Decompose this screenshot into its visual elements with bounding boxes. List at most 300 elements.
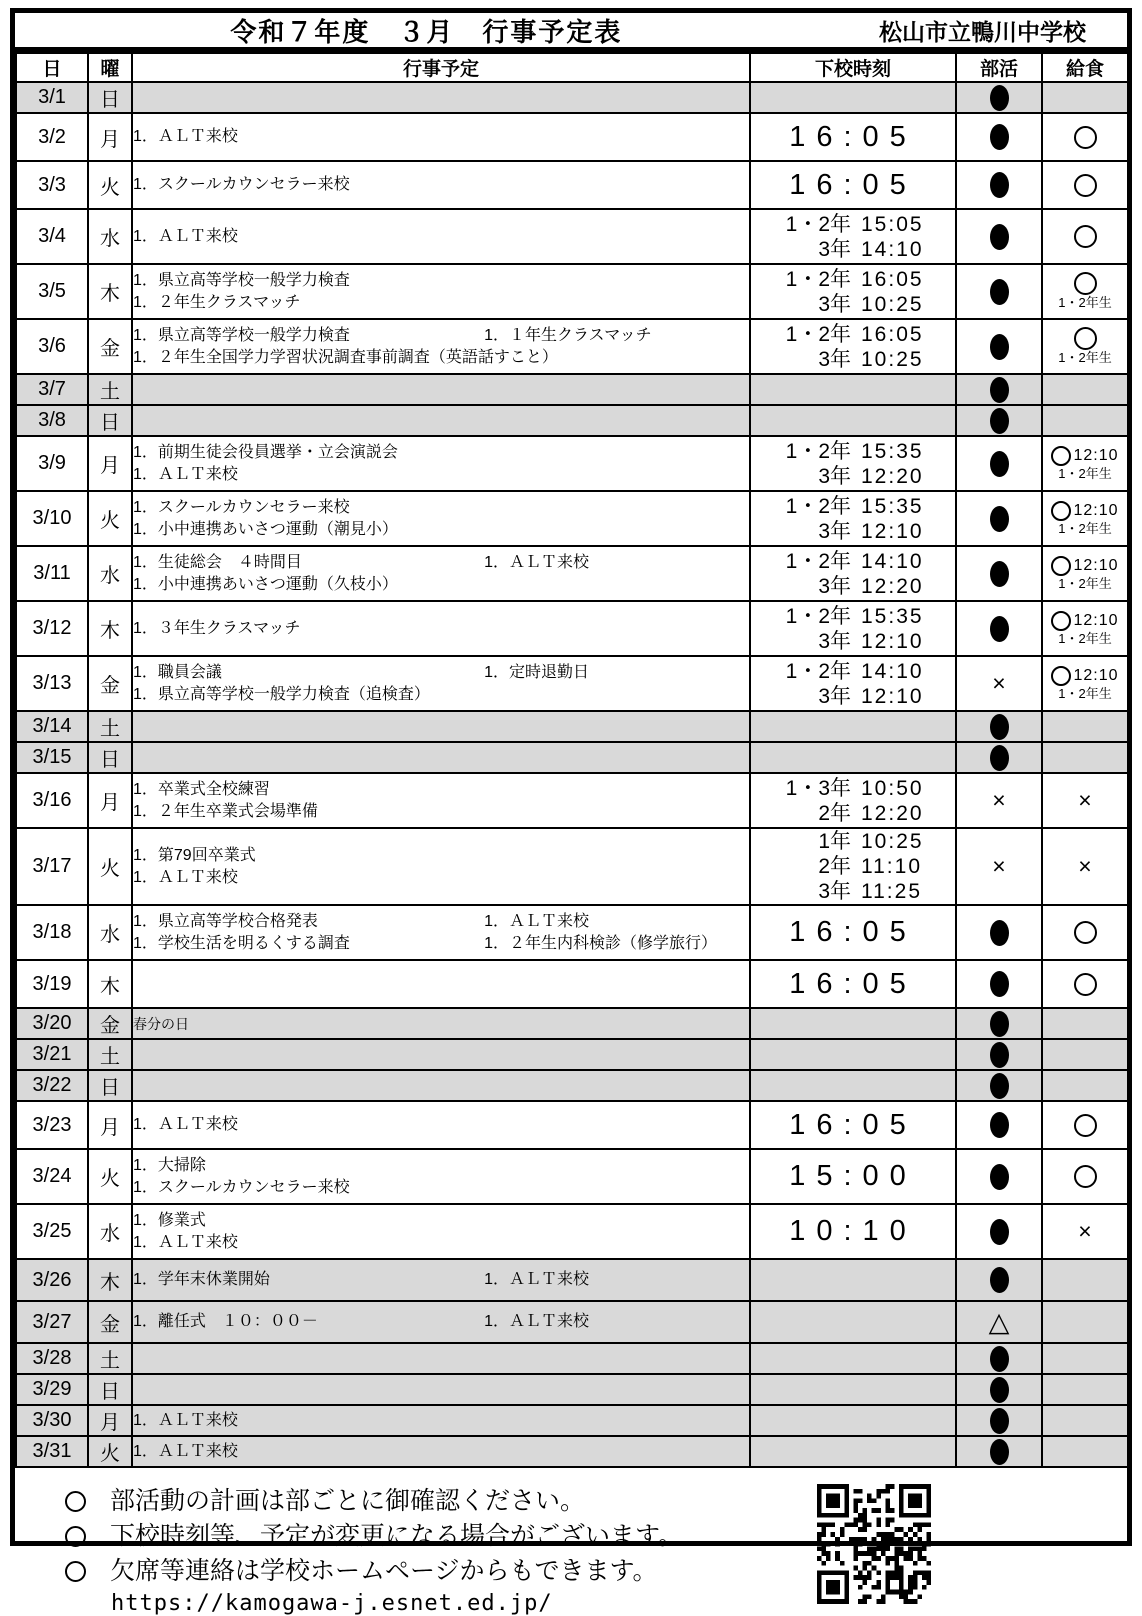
dismissal-time: 15:00 [789,1160,917,1192]
footer-note-line [65,1519,817,1554]
circle-bullet-icon [65,1491,86,1512]
events-cell [132,1039,750,1070]
events-cell [132,82,750,113]
dismissal-line [751,237,939,262]
events-cell [132,161,750,209]
club-cell [956,828,1042,905]
club-filled-dot-icon [990,1219,1009,1245]
dismissal-line [751,659,939,684]
dismissal-cell [750,742,956,773]
dismissal-lines [751,267,955,317]
table-row [16,82,1128,113]
dow-cell: 土 [88,1343,132,1374]
club-cell [956,960,1042,1008]
dow-cell: 木 [88,264,132,319]
dismissal-cell [750,1008,956,1039]
dismissal-cell [750,491,956,546]
club-filled-dot-icon [990,172,1009,198]
date-cell: 3/26 [16,1259,88,1301]
lunch-cell [1042,1070,1128,1101]
lunch-time: 12:10 [1073,556,1119,574]
event-text-right: 1．ＡＬＴ来校 [484,1313,590,1330]
dismissal-line [751,604,939,629]
event-text: 1．卒業式全校練習 [133,780,270,798]
lunch-cell [1042,1436,1128,1467]
dismissal-grade: 1・2年 [785,439,851,463]
dismissal-cell [750,161,956,209]
lunch-cell [1042,374,1128,405]
dismissal-cell [750,374,956,405]
lunch-cell [1042,1008,1128,1039]
lunch-cell [1042,209,1128,264]
dismissal-line [751,854,939,879]
lunch-cell [1042,828,1128,905]
dow-cell: 日 [88,1374,132,1405]
dismissal-cell [750,1039,956,1070]
table-row [16,656,1128,711]
club-cell [956,742,1042,773]
club-x-icon: × [992,852,1006,879]
club-cell [956,1070,1042,1101]
lunch-cell [1042,264,1128,319]
club-cell [956,1259,1042,1301]
date-cell: 3/5 [16,264,88,319]
schedule-page [10,8,1132,1616]
dismissal-cell [750,1301,956,1343]
club-filled-dot-icon [990,1377,1009,1403]
lunch-circle-icon [1051,556,1071,576]
events-cell [132,1008,750,1039]
event-line [133,325,749,347]
club-cell [956,82,1042,113]
event-line [133,552,749,574]
event-line [133,1114,749,1136]
dismissal-grade: 3年 [818,629,851,653]
dismissal-cell [750,1149,956,1204]
events-cell [132,1149,750,1204]
dismissal-time: 15:35 [861,494,924,518]
dow-cell: 日 [88,1070,132,1101]
dow-cell: 水 [88,905,132,960]
lunch-circle-icon [1051,611,1071,631]
events-cell [132,209,750,264]
lunch-cell [1042,1301,1128,1343]
event-text: 1．小中連携あいさつ運動（潮見小） [133,520,398,538]
dow-cell: 水 [88,546,132,601]
school-name: 松山市立鴨川中学校 [878,18,1086,45]
event-text-right: 1．ＡＬＴ来校 [484,912,590,930]
club-cell [956,1008,1042,1039]
dismissal-grade: 2年 [818,855,851,878]
lunch-cell [1042,82,1128,113]
dismissal-cell [750,711,956,742]
dismissal-time: 16:05 [861,267,924,291]
table-row [16,1204,1128,1259]
lunch-time: 12:10 [1073,611,1119,629]
event-line [133,911,749,933]
date-cell: 3/15 [16,742,88,773]
dismissal-grade: 1・2年 [785,549,851,573]
dismissal-line [751,801,939,826]
event-text: 1．ＡＬＴ来校 [133,227,238,245]
dismissal-line [751,879,939,904]
club-filled-dot-icon [990,506,1009,532]
dow-cell: 日 [88,405,132,436]
event-line [133,1441,749,1463]
lunch-circle-icon [1074,272,1097,295]
club-filled-dot-icon [990,1073,1009,1099]
lunch-cell [1042,1101,1128,1149]
event-text-right: 1．ＡＬＴ来校 [484,1271,590,1288]
table-row [16,374,1128,405]
date-cell: 3/17 [16,828,88,905]
lunch-note: 1・2年生 [1058,630,1112,646]
dow-cell: 火 [88,1149,132,1204]
dismissal-line [751,464,939,489]
dismissal-cell [750,1374,956,1405]
events-cell [132,1204,750,1259]
events-cell [132,1374,750,1405]
dismissal-time: 16:05 [789,168,917,201]
footer-note-text: 部活動の計画は部ごとに御確認ください。 [110,1487,586,1515]
lunch-circle-icon [1074,973,1097,996]
lunch-cell [1042,161,1128,209]
lunch-cell [1042,436,1128,491]
date-cell: 3/2 [16,113,88,161]
dow-cell: 水 [88,209,132,264]
event-line [133,867,749,889]
table-row [16,1070,1128,1101]
event-text: 1．生徒総会 ４時間目 [133,553,302,571]
table-row [16,960,1128,1008]
event-line [133,464,749,486]
lunch-cell [1042,546,1128,601]
dismissal-grade: 1年 [818,830,851,853]
lunch-symbol [1043,327,1127,350]
table-row [16,601,1128,656]
event-text: 1．ＡＬＴ来校 [133,1411,238,1429]
lunch-cell [1042,711,1128,742]
lunch-time: 12:10 [1073,446,1119,464]
dismissal-time: 10:25 [861,292,924,316]
club-filled-dot-icon [990,1112,1009,1138]
date-cell: 3/27 [16,1301,88,1343]
event-line [133,845,749,867]
dismissal-lines [751,659,955,709]
club-filled-dot-icon [990,377,1009,403]
event-line [133,270,749,292]
event-text: 1．ＡＬＴ来校 [133,1116,238,1133]
table-row [16,828,1128,905]
dismissal-time: 12:20 [861,801,924,825]
events-cell [132,319,750,374]
club-filled-dot-icon [990,1164,1009,1190]
club-cell [956,1204,1042,1259]
lunch-circle-icon [1074,921,1097,944]
event-line [133,801,749,823]
events-cell [132,905,750,960]
date-cell: 3/13 [16,656,88,711]
lunch-x-icon: × [1078,852,1092,879]
lunch-cell [1042,1343,1128,1374]
table-row [16,742,1128,773]
dismissal-time: 16:05 [789,120,917,153]
date-cell: 3/4 [16,209,88,264]
event-text-right: 1．１年生クラスマッチ [484,326,652,344]
lunch-cell [1042,319,1128,374]
lunch-circle-icon [1051,666,1071,686]
event-text: 1．県立高等学校一般学力検査（追検査） [133,685,430,703]
dismissal-cell [750,405,956,436]
event-text: 1．職員会議 [133,663,222,681]
event-text: 1．第79回卒業式 [133,846,256,864]
dow-cell: 火 [88,1436,132,1467]
date-cell: 3/19 [16,960,88,1008]
lunch-note: 1・2年生 [1058,520,1112,536]
lunch-note: 1・2年生 [1058,685,1112,701]
table-row [16,905,1128,960]
dow-cell: 木 [88,601,132,656]
dismissal-cell [750,773,956,828]
date-cell: 3/8 [16,405,88,436]
lunch-note: 1・2年生 [1058,350,1112,365]
dismissal-line [751,267,939,292]
header-row [16,53,1128,82]
club-filled-dot-icon [990,971,1009,997]
lunch-symbol-time [1043,556,1127,576]
events-cell [132,1101,750,1149]
date-cell: 3/1 [16,82,88,113]
date-cell: 3/28 [16,1343,88,1374]
dismissal-time: 10:50 [861,776,924,800]
dismissal-time: 16:05 [861,322,924,346]
dismissal-grade: 2年 [818,801,851,825]
event-text: 1．スクールカウンセラー来校 [133,498,350,516]
dismissal-time: 11:25 [861,880,922,903]
table-row [16,546,1128,601]
events-cell [132,546,750,601]
dismissal-time: 14:10 [861,237,924,261]
dismissal-cell [750,113,956,161]
event-line [133,226,749,248]
club-cell [956,1039,1042,1070]
lunch-symbol-time [1043,611,1127,631]
date-cell: 3/12 [16,601,88,656]
table-row [16,1436,1128,1467]
event-line [133,174,749,196]
club-cell [956,374,1042,405]
club-cell [956,711,1042,742]
dismissal-cell [750,601,956,656]
dismissal-cell [750,436,956,491]
school-url: https://kamogawa-j.esnet.ed.jp/ [111,1591,553,1616]
dismissal-time: 12:10 [861,629,924,653]
dismissal-grade: 1・2年 [785,604,851,628]
dismissal-grade: 3年 [818,464,851,488]
club-filled-dot-icon [990,85,1009,111]
lunch-cell [1042,960,1128,1008]
date-cell: 3/24 [16,1149,88,1204]
event-line [133,1210,749,1232]
event-text-right: 1．２年生内科検診（修学旅行） [484,934,718,952]
table-row [16,1343,1128,1374]
date-cell: 3/11 [16,546,88,601]
event-line [133,1177,749,1199]
event-line [133,292,749,314]
table-row [16,1374,1128,1405]
club-filled-dot-icon [990,334,1009,360]
event-text: 1．２年生卒業式会場準備 [133,802,318,820]
event-line [133,1269,749,1291]
table-row [16,773,1128,828]
dismissal-time: 14:10 [861,549,924,573]
dismissal-line [751,574,939,599]
dismissal-cell [750,1070,956,1101]
dismissal-grade: 1・2年 [785,322,851,346]
dismissal-cell [750,656,956,711]
dow-cell: 金 [88,656,132,711]
table-header [16,53,1128,82]
lunch-cell [1042,491,1128,546]
dismissal-cell [750,905,956,960]
dismissal-time: 15:05 [861,212,924,236]
event-text: 1．県立高等学校一般学力検査 [133,326,350,344]
dismissal-grade: 1・2年 [785,267,851,291]
dismissal-lines [751,322,955,372]
event-text: 1．ＡＬＴ来校 [133,128,238,145]
lunch-cell [1042,1405,1128,1436]
club-cell [956,491,1042,546]
club-cell [956,1343,1042,1374]
dow-cell: 月 [88,436,132,491]
dismissal-lines [751,494,955,544]
dismissal-time: 16:05 [789,967,917,1000]
date-cell: 3/6 [16,319,88,374]
events-cell [132,1343,750,1374]
lunch-symbol-time [1043,501,1127,521]
date-cell: 3/3 [16,161,88,209]
events-cell [132,374,750,405]
date-cell: 3/25 [16,1204,88,1259]
dismissal-cell [750,1259,956,1301]
events-cell [132,405,750,436]
dow-cell: 金 [88,319,132,374]
date-cell: 3/31 [16,1436,88,1467]
event-text: 1．修業式 [133,1211,206,1229]
dismissal-cell [750,82,956,113]
lunch-cell [1042,742,1128,773]
lunch-cell [1042,113,1128,161]
table-row [16,1259,1128,1301]
lunch-cell [1042,1259,1128,1301]
dismissal-cell [750,209,956,264]
club-cell [956,1101,1042,1149]
club-cell [956,601,1042,656]
title-bar [15,13,1127,52]
table-row [16,405,1128,436]
footer [15,1468,1127,1616]
date-cell: 3/7 [16,374,88,405]
events-cell [132,742,750,773]
club-filled-dot-icon [990,561,1009,587]
dismissal-line [751,322,939,347]
dismissal-time: 14:10 [861,659,924,683]
event-line [133,126,749,148]
dismissal-time: 12:10 [861,684,924,708]
page-title: 令和７年度 ３月 行事予定表 [230,16,623,47]
event-text: 1．前期生徒会役員選挙・立会演説会 [133,443,398,461]
dismissal-line [751,549,939,574]
lunch-circle-icon [1074,1165,1097,1188]
lunch-circle-icon [1074,225,1097,248]
dismissal-cell [750,1101,956,1149]
dismissal-time: 12:20 [861,574,924,598]
lunch-circle-icon [1074,174,1097,197]
events-cell [132,773,750,828]
club-cell [956,656,1042,711]
lunch-symbol-time [1043,446,1127,466]
club-cell [956,113,1042,161]
event-line [133,574,749,596]
lunch-cell [1042,405,1128,436]
event-text: 1．２年生全国学力学習状況調査事前調査（英語話すこと） [133,348,558,366]
dismissal-line [751,292,939,317]
dow-cell: 日 [88,742,132,773]
lunch-cell [1042,905,1128,960]
events-cell [132,711,750,742]
date-cell: 3/18 [16,905,88,960]
lunch-note: 1・2年生 [1058,465,1112,481]
footer-note-text: 欠席等連絡は学校ホームページからもできます。 [110,1557,658,1585]
club-cell [956,905,1042,960]
club-filled-dot-icon [990,1011,1009,1037]
footer-note-line [65,1554,817,1589]
column-header-dow: 曜 [88,53,132,82]
table-body [16,82,1128,1467]
event-line [133,779,749,801]
dismissal-lines [751,549,955,599]
date-cell: 3/16 [16,773,88,828]
dismissal-line [751,519,939,544]
dismissal-line [751,494,939,519]
lunch-time: 12:10 [1073,666,1119,684]
event-text: 1．学校生活を明るくする調査 [133,934,350,952]
event-text-right: 1．定時退勤日 [484,663,590,681]
qr-code [817,1484,931,1616]
dow-cell: 月 [88,1405,132,1436]
date-cell: 3/20 [16,1008,88,1039]
event-text: 1．大掃除 [133,1156,206,1174]
table-row [16,436,1128,491]
lunch-circle-icon [1074,327,1097,350]
table-row [16,711,1128,742]
lunch-note: 1・2年生 [1058,295,1112,310]
dow-cell: 土 [88,1039,132,1070]
club-filled-dot-icon [990,1346,1009,1372]
dismissal-line [751,439,939,464]
events-cell [132,113,750,161]
club-cell [956,1405,1042,1436]
dismissal-lines [751,439,955,489]
club-cell [956,546,1042,601]
date-cell: 3/23 [16,1101,88,1149]
event-line [133,618,749,640]
event-text: 1．県立高等学校一般学力検査 [133,271,350,289]
table-row [16,1008,1128,1039]
dismissal-lines [751,604,955,654]
lunch-time: 12:10 [1073,501,1119,519]
table-row [16,1039,1128,1070]
